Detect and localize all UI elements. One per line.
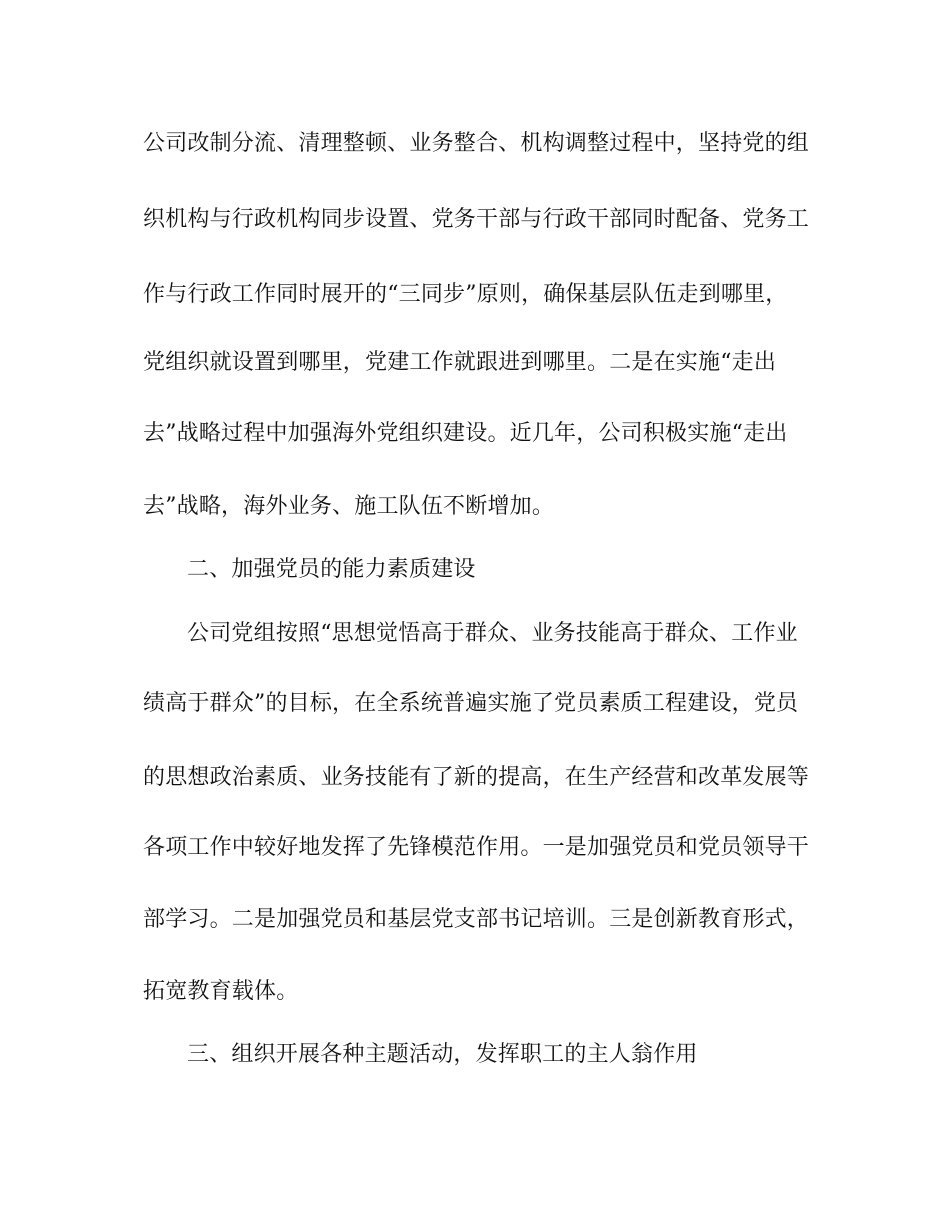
section-heading: 二、加强党员的能力素质建设 xyxy=(187,557,476,582)
paragraph-line: 的思想政治素质、业务技能有了新的提高，在生产经营和改革发展等 xyxy=(143,765,810,790)
paragraph-line: 各项工作中较好地发挥了先锋模范作用。一是加强党员和党员领导干 xyxy=(143,835,810,860)
paragraph-line: 去”战略过程中加强海外党组织建设。近几年，公司积极实施“走出 xyxy=(143,421,788,446)
paragraph-line: 去”战略，海外业务、施工队伍不断增加。 xyxy=(143,494,555,519)
paragraph-line: 拓宽教育载体。 xyxy=(143,979,299,1004)
paragraph-line: 公司党组按照“思想觉悟高于群众、业务技能高于群众、工作业 xyxy=(187,621,798,646)
paragraph-line: 党组织就设置到哪里，党建工作就跟进到哪里。二是在实施“走出 xyxy=(143,350,777,375)
paragraph-line: 织机构与行政机构同步设置、党务干部与行政干部同时配备、党务工 xyxy=(143,207,810,232)
paragraph-line: 作与行政工作同时展开的“三同步”原则，确保基层队伍走到哪里， xyxy=(143,282,788,307)
section-heading: 三、组织开展各种主题活动，发挥职工的主人翁作用 xyxy=(187,1042,698,1067)
paragraph-line: 部学习。二是加强党员和基层党支部书记培训。三是创新教育形式， xyxy=(143,907,810,932)
paragraph-line: 绩高于群众”的目标，在全系统普遍实施了党员素质工程建设，党员 xyxy=(143,691,799,716)
paragraph-line: 公司改制分流、清理整顿、业务整合、机构调整过程中，坚持党的组 xyxy=(143,131,810,156)
